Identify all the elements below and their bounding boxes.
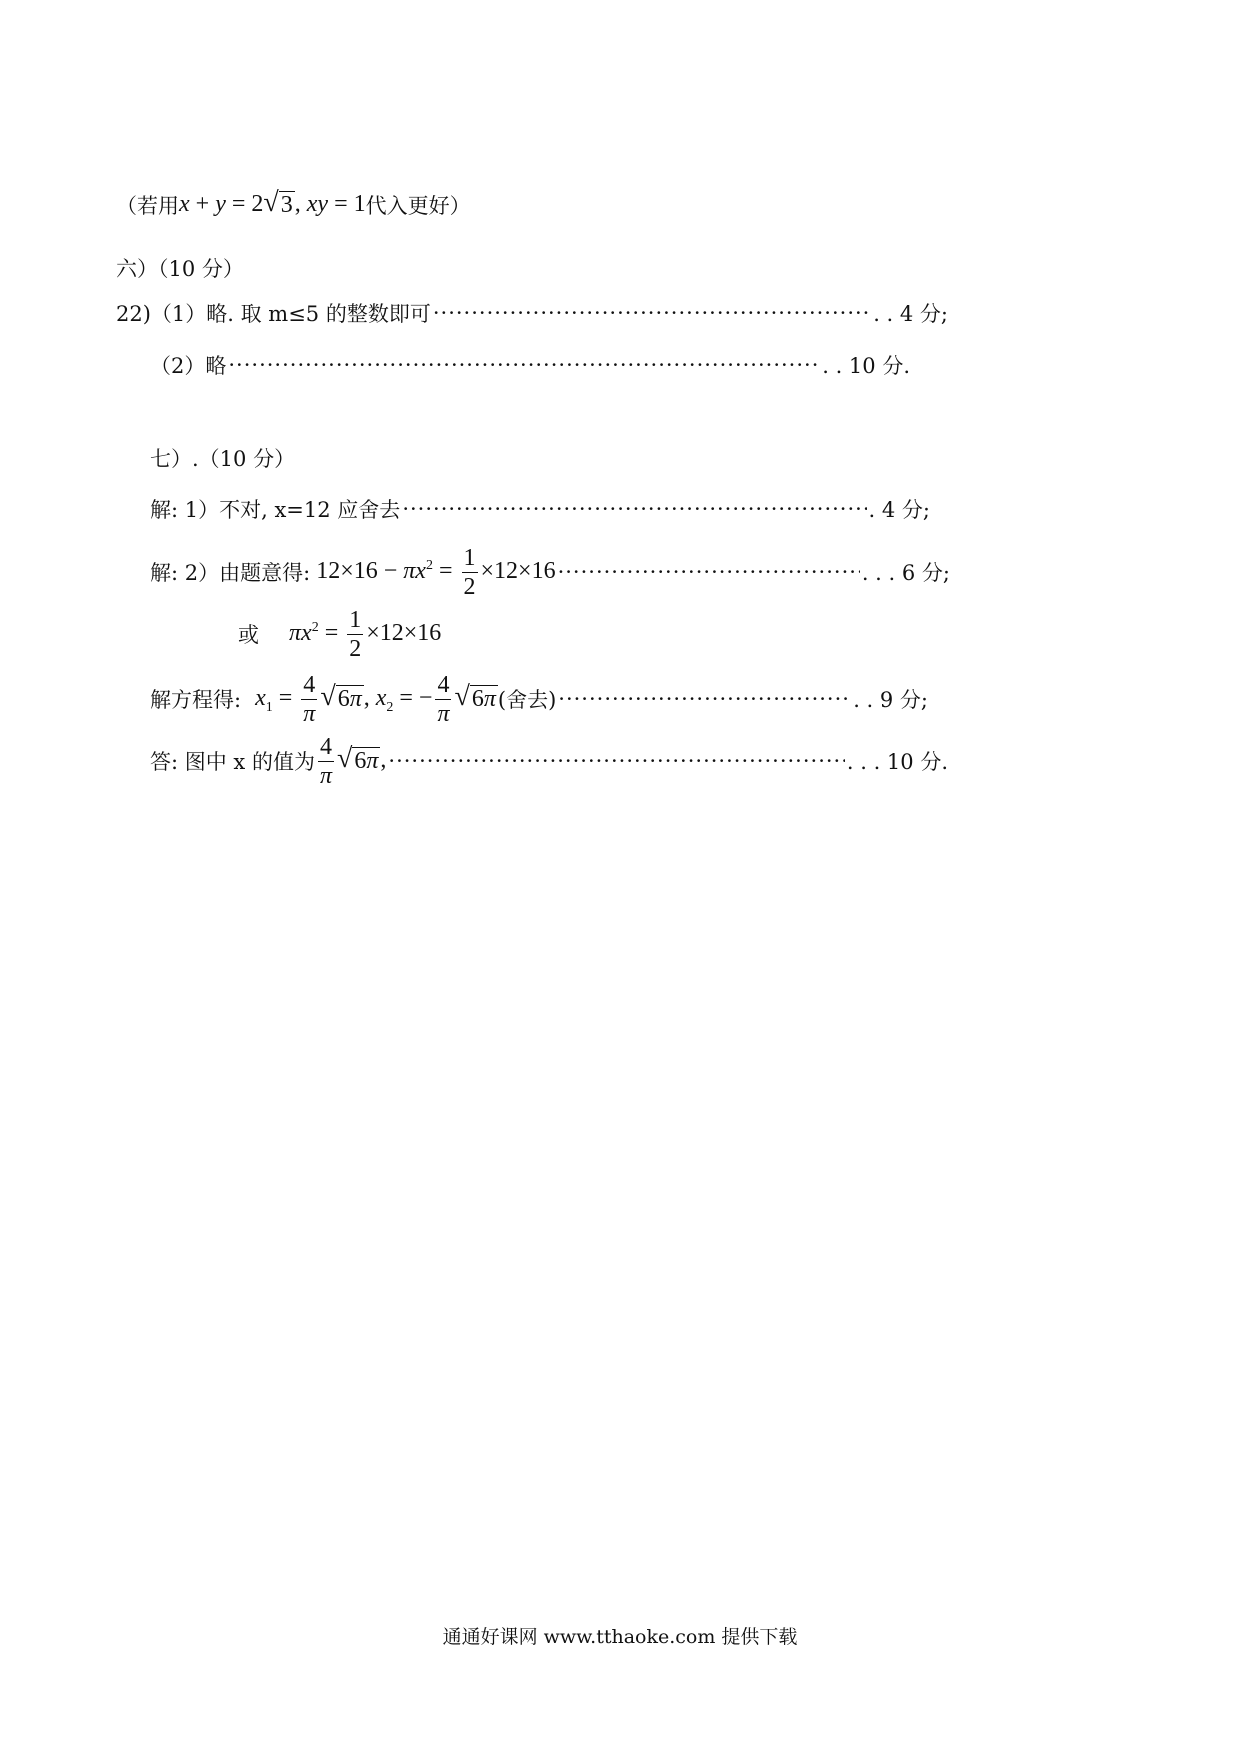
note-prefix: （若用 xyxy=(116,194,179,218)
roots: $x_1$ = $\frac{4}{\pi}$ √ 6π , $x_2$ = − $\frac{4}{\pi}$ √ 6π xyxy=(255,671,496,727)
answer-value: $\frac{4}{\pi}$ √ 6π , xyxy=(319,733,387,789)
sol1-label: 解: 1）不对, x=12 应舍去 xyxy=(150,498,401,522)
section-6-title: 六）（10 分） xyxy=(116,257,244,281)
sol-part2 xyxy=(150,540,950,604)
q22-part1 xyxy=(116,298,948,328)
dot-leader xyxy=(433,301,871,325)
sol-part1 xyxy=(150,494,930,524)
alt-equation xyxy=(238,602,441,666)
solve-line xyxy=(150,666,928,732)
equation-1: $12\times 16 - \pi x^2$ = $\frac{1}{2}$ ×12×16 xyxy=(316,544,556,600)
sol2-label: 解: 2）由题意得: xyxy=(150,561,311,585)
section-7-title: 七）.（10 分） xyxy=(150,447,296,471)
solve-label: 解方程得: xyxy=(150,688,242,712)
q22-part1-label: 22)（1）略. 取 m≤5 的整数即可 xyxy=(116,302,431,326)
dot-leader xyxy=(402,497,866,521)
alt-label: 或 xyxy=(238,623,259,647)
note-formula: x + y = 2 √ 3 , xy = 1 xyxy=(179,187,366,219)
dot-leader xyxy=(388,749,844,773)
q22-part2 xyxy=(150,350,910,380)
solve-score: . . 9 分; xyxy=(853,688,928,712)
dot-leader xyxy=(228,353,820,377)
dot-leader xyxy=(558,687,851,711)
equation-2: $\pi x^2$ = $\frac{1}{2}$ ×12×16 xyxy=(289,606,442,662)
q22-part2-label: （2）略 xyxy=(150,354,227,378)
sol2-score: . . . 6 分; xyxy=(861,561,950,585)
q22-part1-score: . . 4 分; xyxy=(873,302,948,326)
sol1-score: . 4 分; xyxy=(868,498,930,522)
q22-part2-score: . . 10 分. xyxy=(822,354,910,378)
substitution-note xyxy=(116,187,471,220)
answer-score: . . . 10 分. xyxy=(846,750,948,774)
footer-credit: 通通好课网 www.tthaoke.com 提供下载 xyxy=(442,1626,798,1648)
answer-label: 答: 图中 x 的值为 xyxy=(150,750,315,774)
answer-line xyxy=(150,728,948,794)
note-suffix: 代入更好） xyxy=(365,194,471,218)
dot-leader xyxy=(558,560,860,584)
reject-note: (舍去) xyxy=(497,688,557,712)
